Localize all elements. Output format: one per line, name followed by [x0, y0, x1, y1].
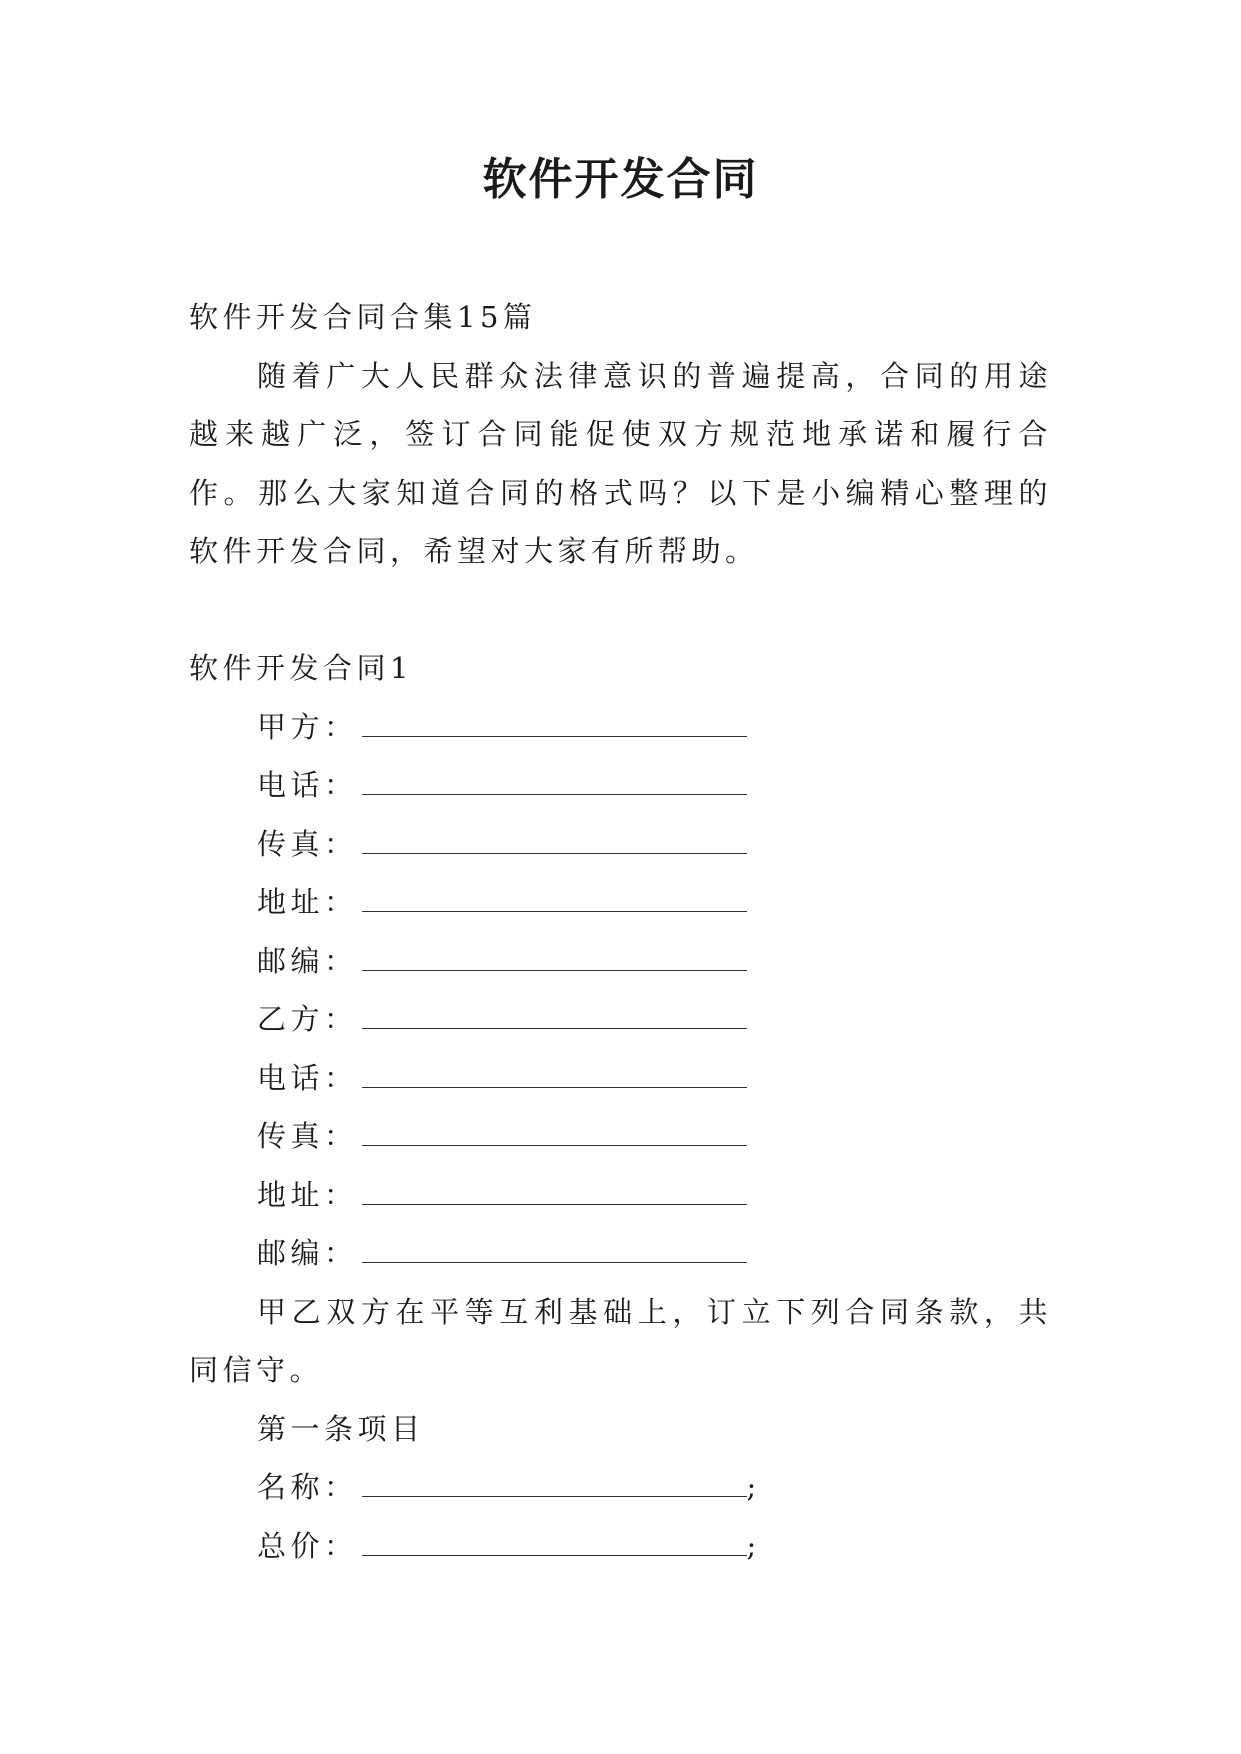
field-label: 邮编：	[257, 943, 358, 978]
party-a-postcode-field	[189, 932, 1052, 991]
fill-in-blank	[362, 829, 747, 854]
field-label: 总价：	[257, 1528, 358, 1563]
article-heading: 第一条项目	[257, 1411, 425, 1446]
field-label: 乙方：	[257, 1002, 358, 1036]
party-a-address-field	[189, 873, 1052, 932]
field-suffix: ;	[746, 1470, 757, 1504]
field-label: 电话：	[257, 1060, 358, 1095]
fill-in-blank	[362, 1063, 747, 1088]
document-subtitle: 软件开发合同合集15篇	[189, 300, 537, 334]
party-b-phone-field	[189, 1049, 1052, 1108]
party-a-fax-field	[189, 815, 1052, 874]
field-label: 甲方：	[257, 709, 358, 744]
fill-in-blank	[362, 1531, 747, 1556]
field-label: 邮编：	[257, 1236, 358, 1270]
project-name-field	[189, 1458, 1052, 1517]
spacer	[189, 581, 1052, 640]
fill-in-blank	[362, 712, 747, 737]
field-suffix: ;	[746, 1528, 757, 1563]
agreement-paragraph: 甲乙双方在平等互利基础上，订立下列合同条款，共同信守。	[189, 1294, 1052, 1387]
fill-in-blank	[362, 1121, 747, 1146]
field-label: 名称：	[257, 1470, 358, 1504]
field-label: 电话：	[257, 768, 358, 802]
party-b-name-field	[189, 990, 1052, 1049]
intro-paragraph: 随着广大人民群众法律意识的普遍提高，合同的用途越来越广泛，签订合同能促使双方规范地承诺和履行合作。那么大家知道合同的格式吗？以下是小编精心整理的软件开发合同，希望对大家有所帮助。	[189, 358, 1052, 568]
fill-in-blank	[362, 1238, 747, 1263]
document-title: 软件开发合同	[482, 154, 759, 205]
field-label: 地址：	[257, 885, 358, 919]
project-total-price-field	[189, 1517, 1052, 1576]
field-label: 传真：	[257, 826, 358, 861]
party-b-address-field	[189, 1166, 1052, 1225]
fill-in-blank	[362, 1004, 747, 1029]
fill-in-blank	[362, 1180, 747, 1205]
party-a-name-field	[189, 698, 1052, 757]
party-a-phone-field	[189, 756, 1052, 815]
party-b-postcode-field	[189, 1224, 1052, 1283]
fill-in-blank	[362, 946, 747, 971]
section-heading: 软件开发合同1	[189, 651, 413, 685]
fill-in-blank	[362, 1472, 747, 1497]
field-label: 传真：	[257, 1119, 358, 1153]
fill-in-blank	[362, 887, 747, 912]
field-label: 地址：	[257, 1177, 358, 1212]
party-b-fax-field	[189, 1107, 1052, 1166]
document-body	[189, 288, 1052, 1575]
fill-in-blank	[362, 770, 747, 795]
